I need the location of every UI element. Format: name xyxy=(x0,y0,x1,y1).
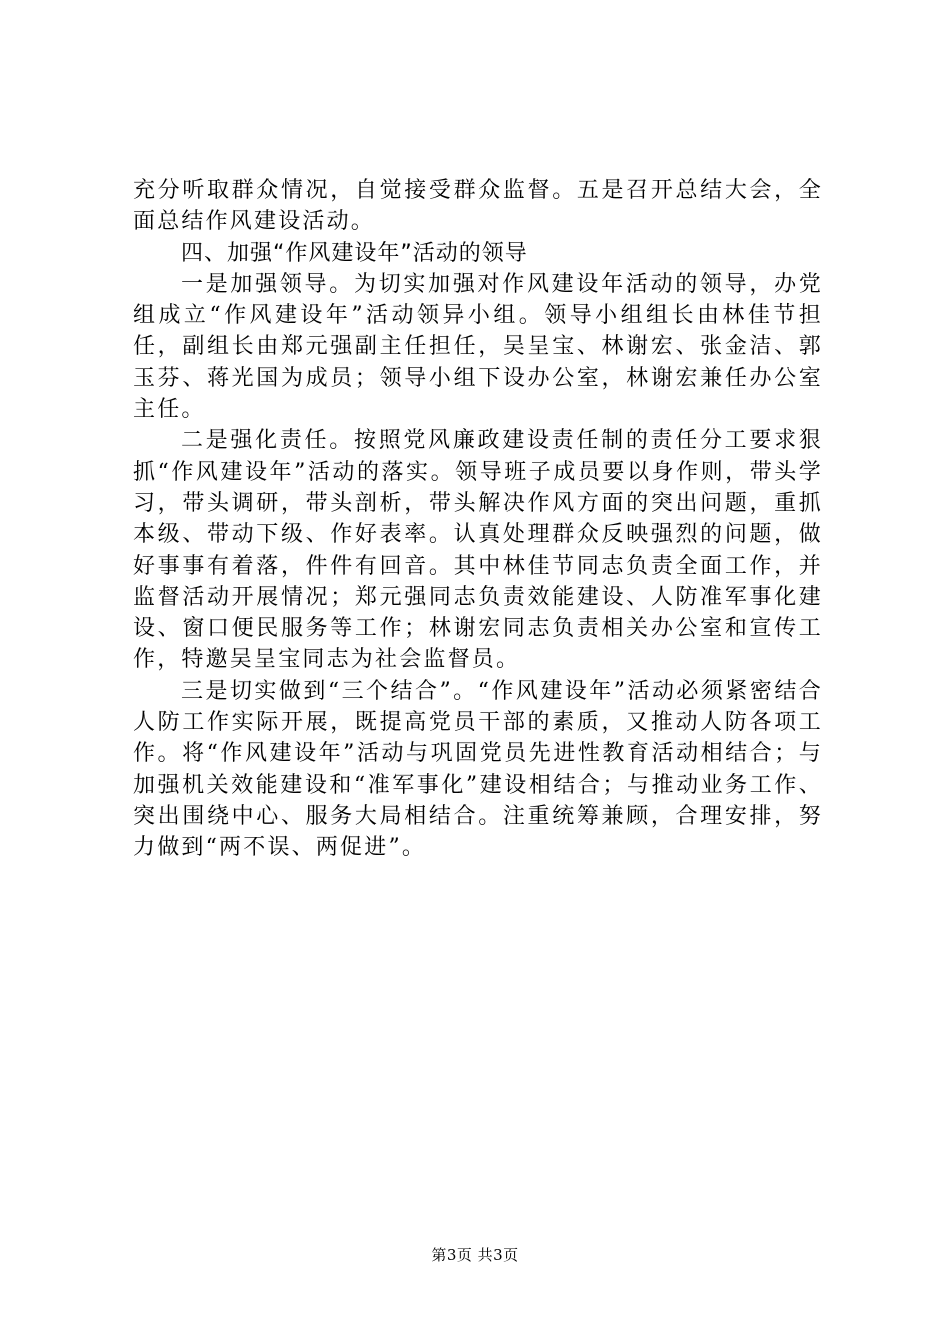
section-heading: 四、加强“作风建设年”活动的领导 xyxy=(181,240,528,266)
paragraph-strengthen-leadership: 一是加强领导。为切实加强对作风建设年活动的领导，办党组成立“作风建设年”活动领异小组。领导小组组长由林佳节担任，副组长由郑元强副主任担任，吴呈宝、林谢宏、张金洁、郭玉芬、蒋光国为成员；领导小组下设办公室，林谢宏兼任办公室主任。 xyxy=(133,271,823,423)
paragraph-three-combinations: 三是切实做到“三个结合”。“作风建设年”活动必须紧密结合人防工作实际开展，既提高党员干部的素质，又推动人防各项工作。将“作风建设年”活动与巩固党员先进性教育活动相结合；与加强机关效能建设和“准军事化”建设相结合；与推动业务工作、突出围绕中心、服务大局相结合。注重统筹兼顾，合理安排，努力做到“两不误、两促进”。 xyxy=(133,678,823,861)
page-number-footer: 第3页 共3页 xyxy=(431,1246,519,1264)
paragraph-strengthen-responsibility: 二是强化责任。按照党风廉政建设责任制的责任分工要求狠抓“作风建设年”活动的落实。领导班子成员要以身作则，带头学习，带头调研，带头剖析，带头解决作风方面的突出问题，重抓本级、带动下级、作好表率。认真处理群众反映强烈的问题，做好事事有着落，件件有回音。其中林佳节同志负责全面工作，并监督活动开展情况；郑元强同志负责效能建设、人防准军事化建设、窗口便民服务等工作；林谢宏同志负责相关办公室和宣传工作，特邀吴呈宝同志为社会监督员。 xyxy=(133,428,823,673)
document-body xyxy=(133,175,823,864)
paragraph-continuation: 充分听取群众情况，自觉接受群众监督。五是召开总结大会，全面总结作风建设活动。 xyxy=(133,178,823,235)
